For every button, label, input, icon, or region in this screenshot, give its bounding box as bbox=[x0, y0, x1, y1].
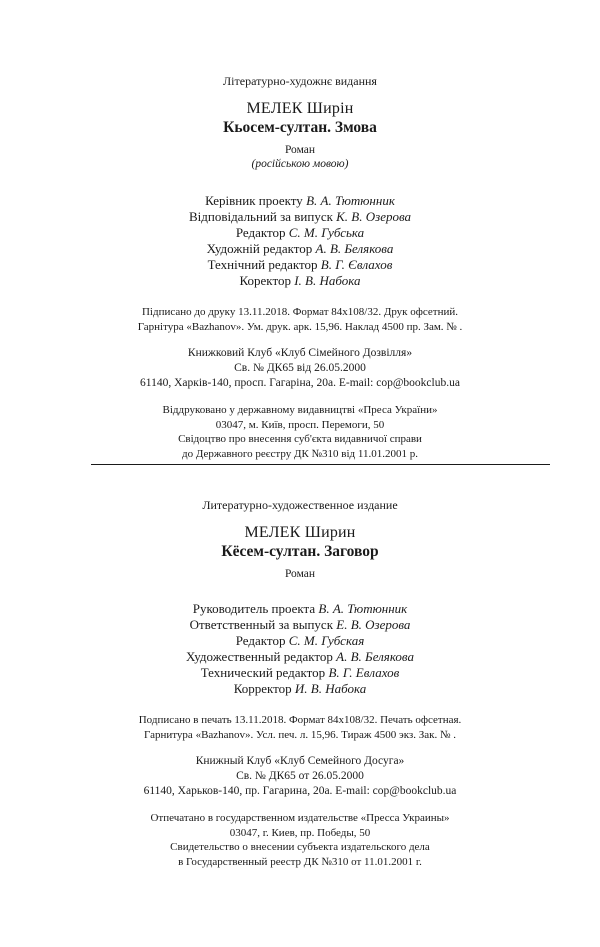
staff-role: Корректор bbox=[233, 681, 292, 696]
edition-type: Литературно-художественное издание bbox=[202, 498, 398, 512]
imprint-ukrainian bbox=[0, 74, 600, 461]
staff-person: В. Г. Евлахов bbox=[328, 665, 400, 680]
staff-person: К. В. Озерова bbox=[336, 209, 412, 224]
book-title: Кёсем-султан. Заговор bbox=[221, 543, 379, 560]
printer-info bbox=[0, 403, 600, 461]
language-note bbox=[0, 157, 600, 171]
edition-type: Літературно-художнє видання bbox=[223, 74, 377, 88]
staff-line bbox=[0, 633, 600, 649]
printer-line: Свідоцтво про внесення суб'єкта видавничої справи bbox=[178, 433, 422, 445]
staff-line bbox=[0, 649, 600, 665]
staff-person: С. М. Губская bbox=[288, 633, 365, 648]
author-name: МЕЛЕК Ширин bbox=[244, 524, 356, 541]
printer-line: Отпечатано в государственном издательстве «Пресса Украины» bbox=[150, 812, 450, 824]
publisher-line: 61140, Харків-140, просп. Гагаріна, 20а. E-mail: cop@bookclub.ua bbox=[140, 377, 460, 389]
staff-person: В. Г. Євлахов bbox=[320, 257, 393, 272]
staff-line bbox=[0, 241, 600, 257]
author-name: МЕЛЕК Ширін bbox=[246, 100, 354, 117]
staff-person: С. М. Губська bbox=[288, 225, 365, 240]
printer-line: 03047, м. Київ, просп. Перемоги, 50 bbox=[215, 418, 385, 431]
staff-role: Художественный редактор bbox=[185, 649, 333, 664]
staff-role: Керівник проекту bbox=[205, 193, 303, 208]
staff-line bbox=[0, 209, 600, 225]
staff-role: Технічний редактор bbox=[207, 257, 318, 272]
print-info-line: Гарнітура «Bazhanov». Ум. друк. арк. 15,96. Наклад 4500 пр. Зам. № . bbox=[137, 320, 463, 333]
staff-role: Технический редактор bbox=[200, 665, 326, 680]
staff-person: В. А. Тютюнник bbox=[306, 193, 395, 208]
staff-role: Відповідальний за випуск bbox=[188, 209, 333, 224]
printer-line: Свидетельство о внесении субъекта издательского дела bbox=[170, 841, 430, 853]
staff-role: Художній редактор bbox=[206, 241, 313, 256]
imprint-russian bbox=[0, 498, 600, 869]
publisher-line: Книжковий Клуб «Клуб Сімейного Дозвілля» bbox=[187, 347, 413, 359]
print-info-line: Гарнитура «Bazhanov». Усл. печ. л. 15,96. Тираж 4500 экз. Зак. № . bbox=[144, 728, 456, 741]
staff-person: Е. В. Озерова bbox=[336, 617, 411, 632]
staff-person: В. А. Тютюнник bbox=[318, 601, 408, 616]
staff-role: Ответственный за выпуск bbox=[189, 617, 334, 632]
print-info bbox=[0, 713, 600, 742]
staff-line bbox=[0, 665, 600, 681]
staff-list bbox=[0, 193, 600, 289]
print-info-line: Подписано в печать 13.11.2018. Формат 84x108/32. Печать офсетная. bbox=[138, 714, 462, 726]
staff-role: Редактор bbox=[235, 633, 286, 648]
staff-role: Руководитель проекта bbox=[192, 601, 316, 616]
printer-line: 03047, г. Киев, пр. Победы, 50 bbox=[229, 826, 371, 839]
publisher-info bbox=[0, 754, 600, 799]
staff-line bbox=[0, 617, 600, 633]
publisher-line: 61140, Харьков-140, пр. Гагарина, 20а. E-mail: cop@bookclub.ua bbox=[143, 785, 457, 797]
staff-line bbox=[0, 257, 600, 273]
print-info-line: Підписано до друку 13.11.2018. Формат 84x108/32. Друк офсетний. bbox=[141, 306, 459, 318]
language-note-text: (російською мовою) bbox=[251, 158, 349, 170]
staff-role: Редактор bbox=[235, 225, 286, 240]
staff-line bbox=[0, 681, 600, 697]
staff-line bbox=[0, 193, 600, 209]
printer-line: до Державного реєстру ДК №310 від 11.01.2001 р. bbox=[182, 447, 418, 460]
genre: Роман bbox=[284, 568, 316, 580]
publisher-info bbox=[0, 346, 600, 391]
printer-line: Віддруковано у державному видавництві «Преса України» bbox=[162, 404, 438, 416]
staff-person: И. В. Набока bbox=[294, 681, 367, 696]
print-info bbox=[0, 305, 600, 334]
book-title: Кьосем-султан. Змова bbox=[223, 119, 377, 136]
staff-list bbox=[0, 601, 600, 697]
section-divider bbox=[91, 464, 550, 465]
staff-person: І. В. Набока bbox=[294, 273, 361, 288]
publisher-line: Св. № ДК65 от 26.05.2000 bbox=[236, 770, 364, 782]
staff-line bbox=[0, 273, 600, 289]
printer-line: в Государственный реестр ДК №310 от 11.01.2001 г. bbox=[178, 855, 422, 868]
staff-line bbox=[0, 225, 600, 241]
printer-info bbox=[0, 811, 600, 869]
staff-person: А. В. Белякова bbox=[315, 241, 394, 256]
publisher-line: Книжный Клуб «Клуб Семейного Досуга» bbox=[195, 755, 405, 767]
genre: Роман bbox=[284, 144, 316, 156]
staff-role: Коректор bbox=[239, 273, 291, 288]
staff-line bbox=[0, 601, 600, 617]
publisher-line: Св. № ДК65 від 26.05.2000 bbox=[234, 362, 366, 374]
staff-person: А. В. Белякова bbox=[336, 649, 414, 664]
